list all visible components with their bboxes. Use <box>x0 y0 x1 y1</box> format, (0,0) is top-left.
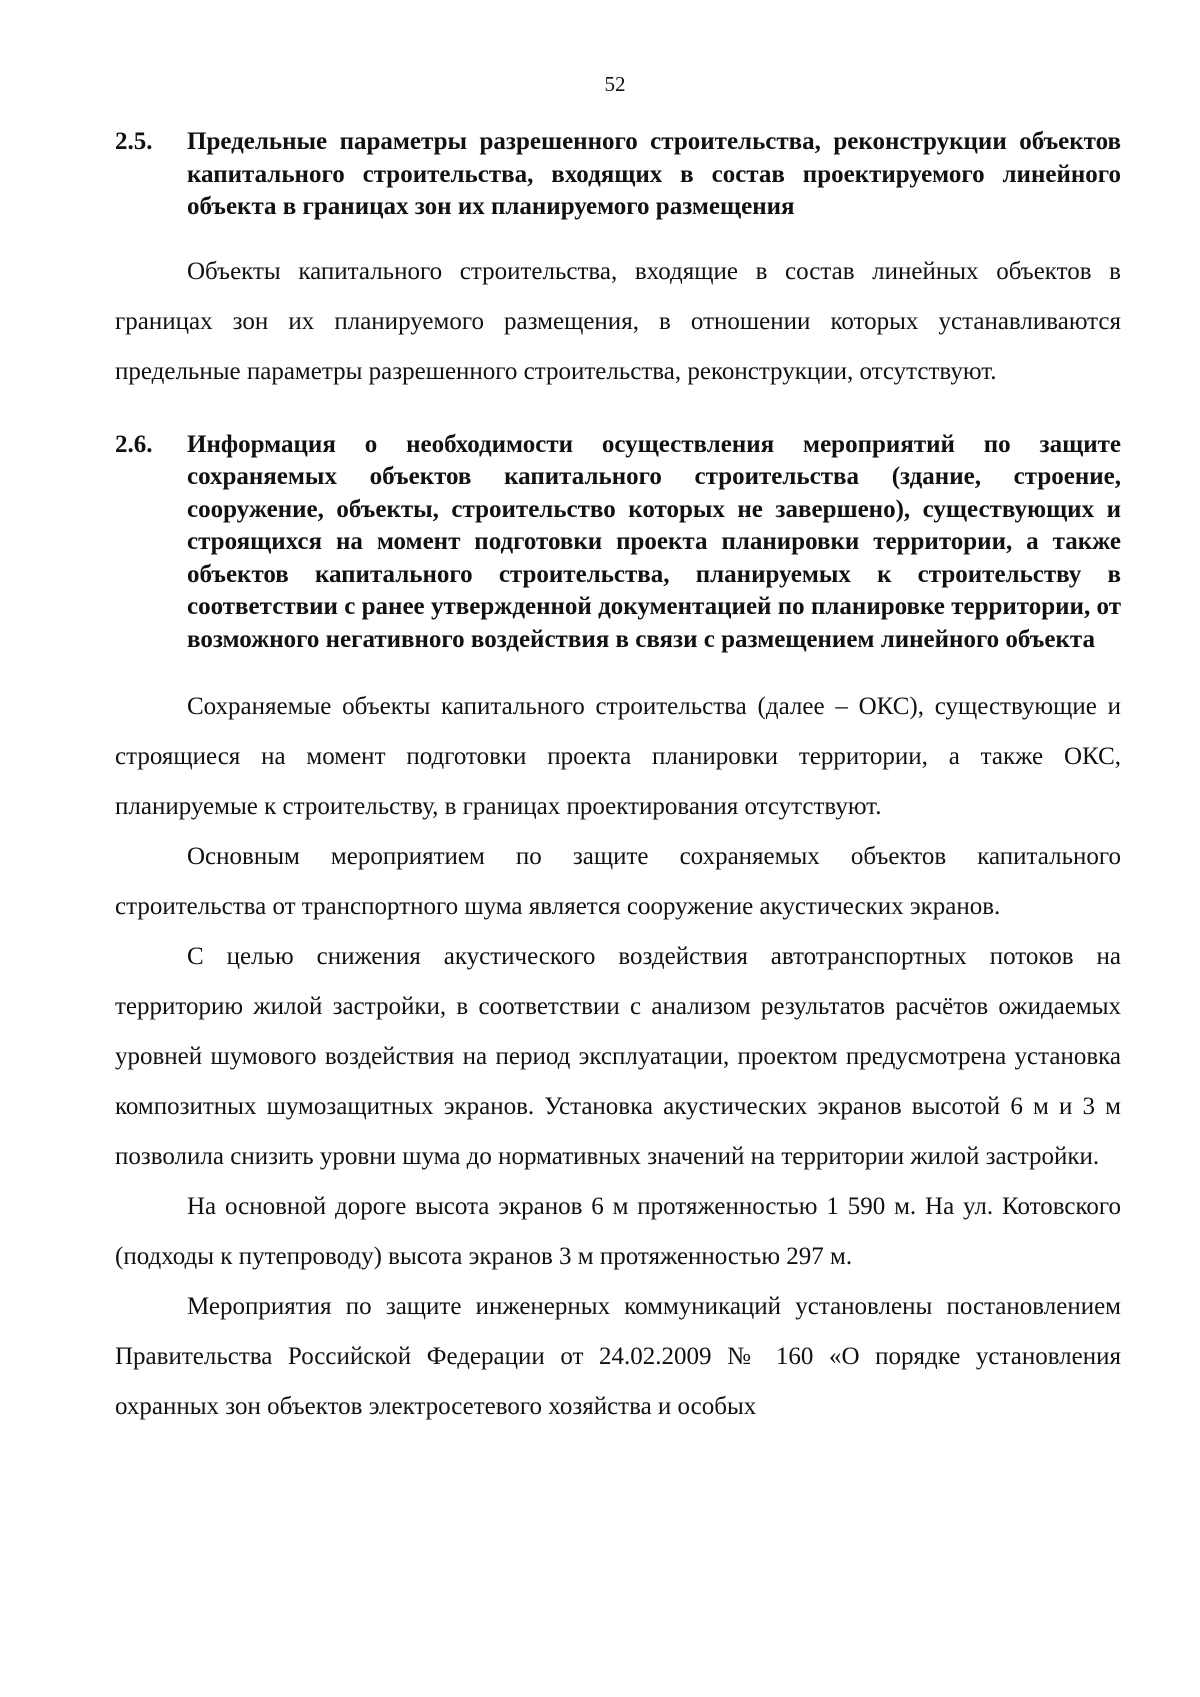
section-heading-2-6 <box>115 429 1121 657</box>
section-number: 2.6. <box>115 430 153 458</box>
section-heading-2-5 <box>115 126 1121 224</box>
paragraph: На основной дороге высота экранов 6 м протяженностью 1 590 м. На ул. Котовского (подходы к путепроводу) высота экранов 3 м протяженностью 297 м. <box>115 1193 1121 1270</box>
paragraph: С целью снижения акустического воздействия автотранспортных потоков на территорию жилой застройки, в соответствии с анализом результатов расчётов ожидаемых уровней шумового воздействия на период эксплуатации, проектом предусмотрена установка композитных шумозащитных экранов. Установка акустических экранов высотой 6 м и 3 м позволила снизить уровни шума до нормативных значений на территории жилой застройки. <box>115 943 1121 1170</box>
section-title: Предельные параметры разрешенного строительства, реконструкции объектов капитального строительства, входящих в состав проектируемого линейного объекта в границах зон их планируемого размещения <box>187 128 1121 220</box>
paragraph: Сохраняемые объекты капитального строительства (далее – ОКС), существующие и строящиеся на момент подготовки проекта планировки территории, а также ОКС, планируемые к строительству, в границах проектирования отсутствуют. <box>115 693 1121 820</box>
page-number: 52 <box>604 72 626 96</box>
section-title: Информация о необходимости осуществления мероприятий по защите сохраняемых объектов капитального строительства (здание, строение, сооружение, объекты, строительство которых не завершено), существующих и строящихся на момент подготовки проекта планировки территории, а также объектов капитального строительства, планируемых к строительству в соответствии с ранее утвержденной документацией по планировке территории, от возможного негативного воздействия в связи с размещением линейного объекта <box>187 430 1121 653</box>
paragraph: Объекты капитального строительства, входящие в состав линейных объектов в границах зон их планируемого размещения, в отношении которых устанавливаются предельные параметры разрешенного строительства, реконструкции, отсутствуют. <box>115 257 1121 385</box>
section-number: 2.5. <box>115 128 153 155</box>
paragraph: Мероприятия по защите инженерных коммуникаций установлены постановлением Правительства Российской Федерации от 24.02.2009 № 160 «О порядке установления охранных зон объектов электросетевого хозяйства и особых <box>115 1293 1121 1420</box>
page-content <box>115 126 1121 1432</box>
paragraph: Основным мероприятием по защите сохраняемых объектов капитального строительства от транспортного шума является сооружение акустических экранов. <box>115 843 1121 920</box>
